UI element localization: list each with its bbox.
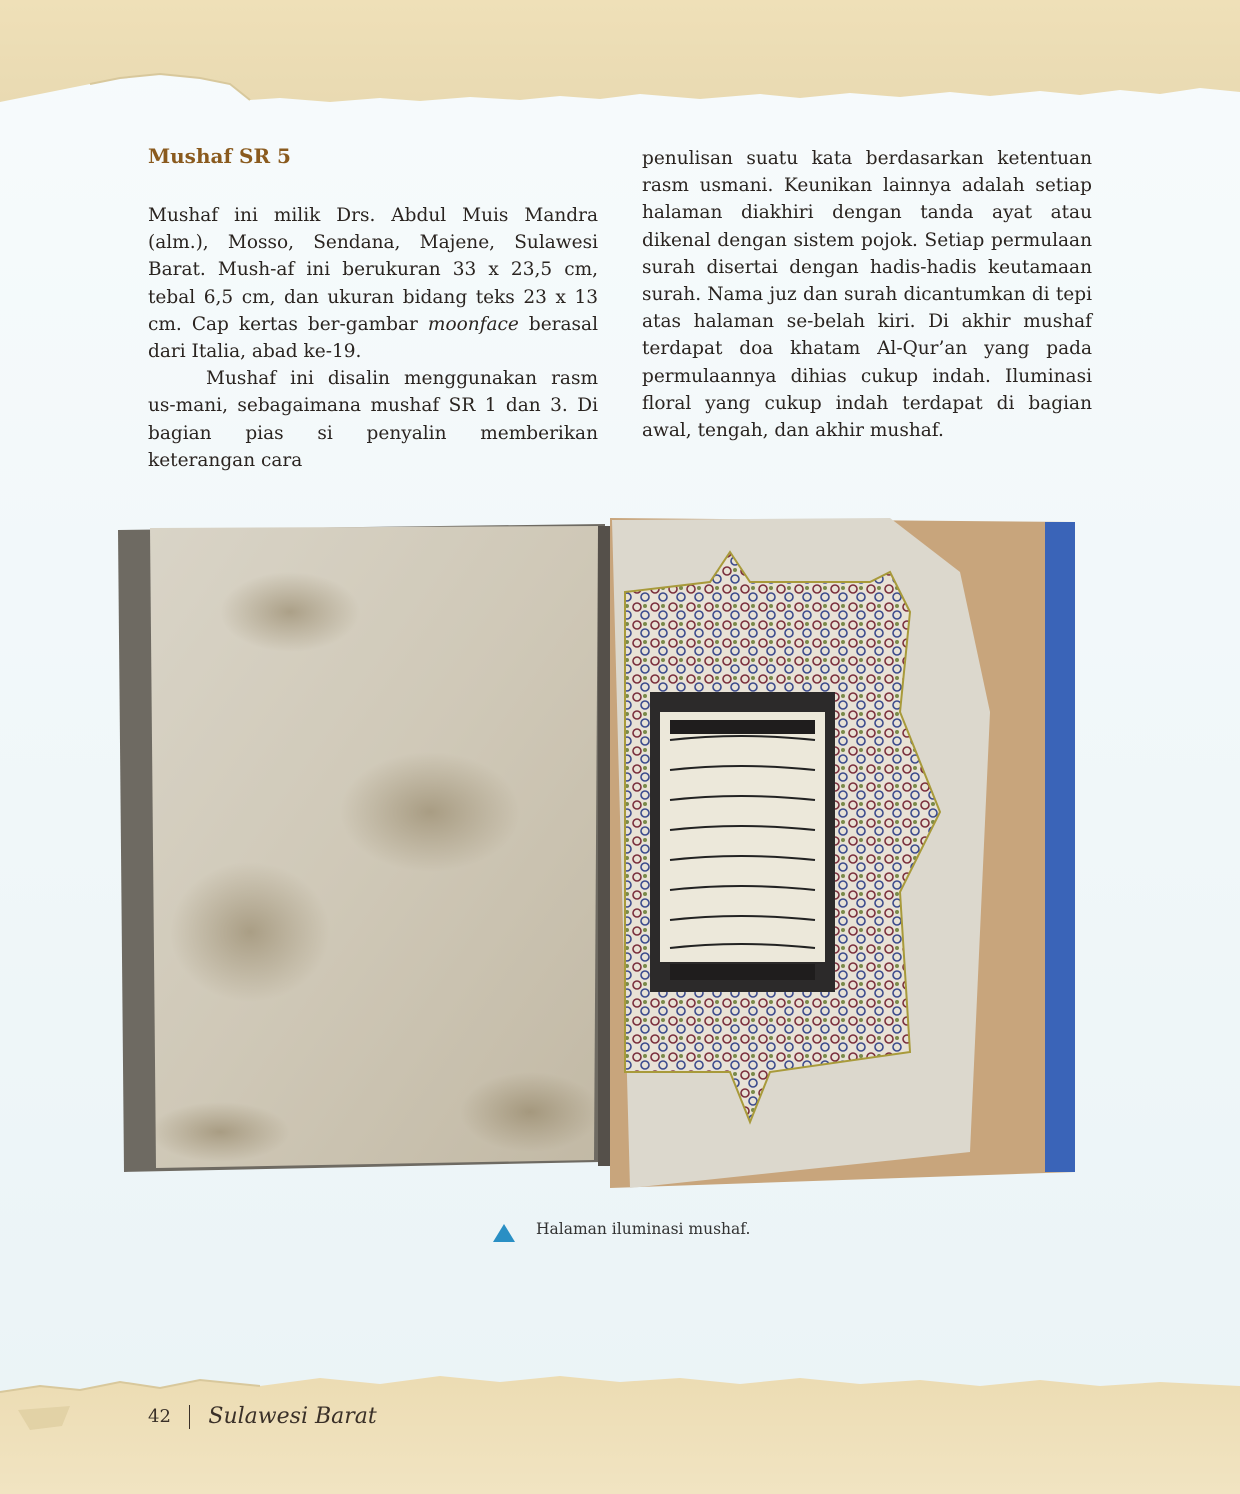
paragraph-1-text-end: berasal dari Italia, abad ke-19.	[148, 313, 598, 363]
paragraph-2: Mushaf ini disalin menggunakan rasm us-mani, sebagaimana mushaf SR 1 dan 3. Di bagian pias si penyalin memberikan keterangan cara	[148, 368, 598, 471]
triangle-up-icon	[493, 1224, 515, 1242]
torn-paper-top-decoration	[0, 0, 1240, 110]
footer-divider	[189, 1405, 191, 1429]
page-number: 42	[148, 1406, 171, 1427]
manuscript-photo	[110, 512, 1090, 1196]
article-right-column	[642, 145, 1092, 444]
paragraph-1-italic-term: moonface	[427, 313, 519, 335]
article-left-column	[148, 202, 598, 474]
book-title: Sulawesi Barat	[208, 1404, 377, 1429]
figure-caption: Halaman iluminasi mushaf.	[536, 1220, 751, 1238]
page-footer	[148, 1404, 377, 1429]
article-heading: Mushaf SR 5	[148, 144, 291, 168]
torn-paper-bottom-decoration	[0, 1372, 1240, 1494]
paragraph-1-text: Mushaf ini milik Drs. Abdul Muis Mandra (alm.), Mosso, Sendana, Majene, Sulawesi Barat. Mush-af ini berukuran 33 x 23,5 cm, tebal 6,5 cm, dan ukuran bidang teks 23 x 13 cm. Cap kertas ber-gambar	[148, 205, 598, 335]
paragraph-3: penulisan suatu kata berdasarkan ketentuan rasm usmani. Keunikan lainnya adalah setiap halaman diakhiri dengan tanda ayat atau dikenal dengan sistem pojok. Setiap permulaan surah disertai dengan hadis-hadis keutamaan surah. Nama juz dan surah dicantumkan di tepi atas halaman se-belah kiri. Di akhir mushaf terdapat doa khatam Al-Qur’an yang pada permulaannya dihias cukup indah. Iluminasi floral yang cukup indah terdapat di bagian awal, tengah, dan akhir mushaf.	[642, 148, 1092, 442]
paragraph-1	[148, 202, 598, 365]
